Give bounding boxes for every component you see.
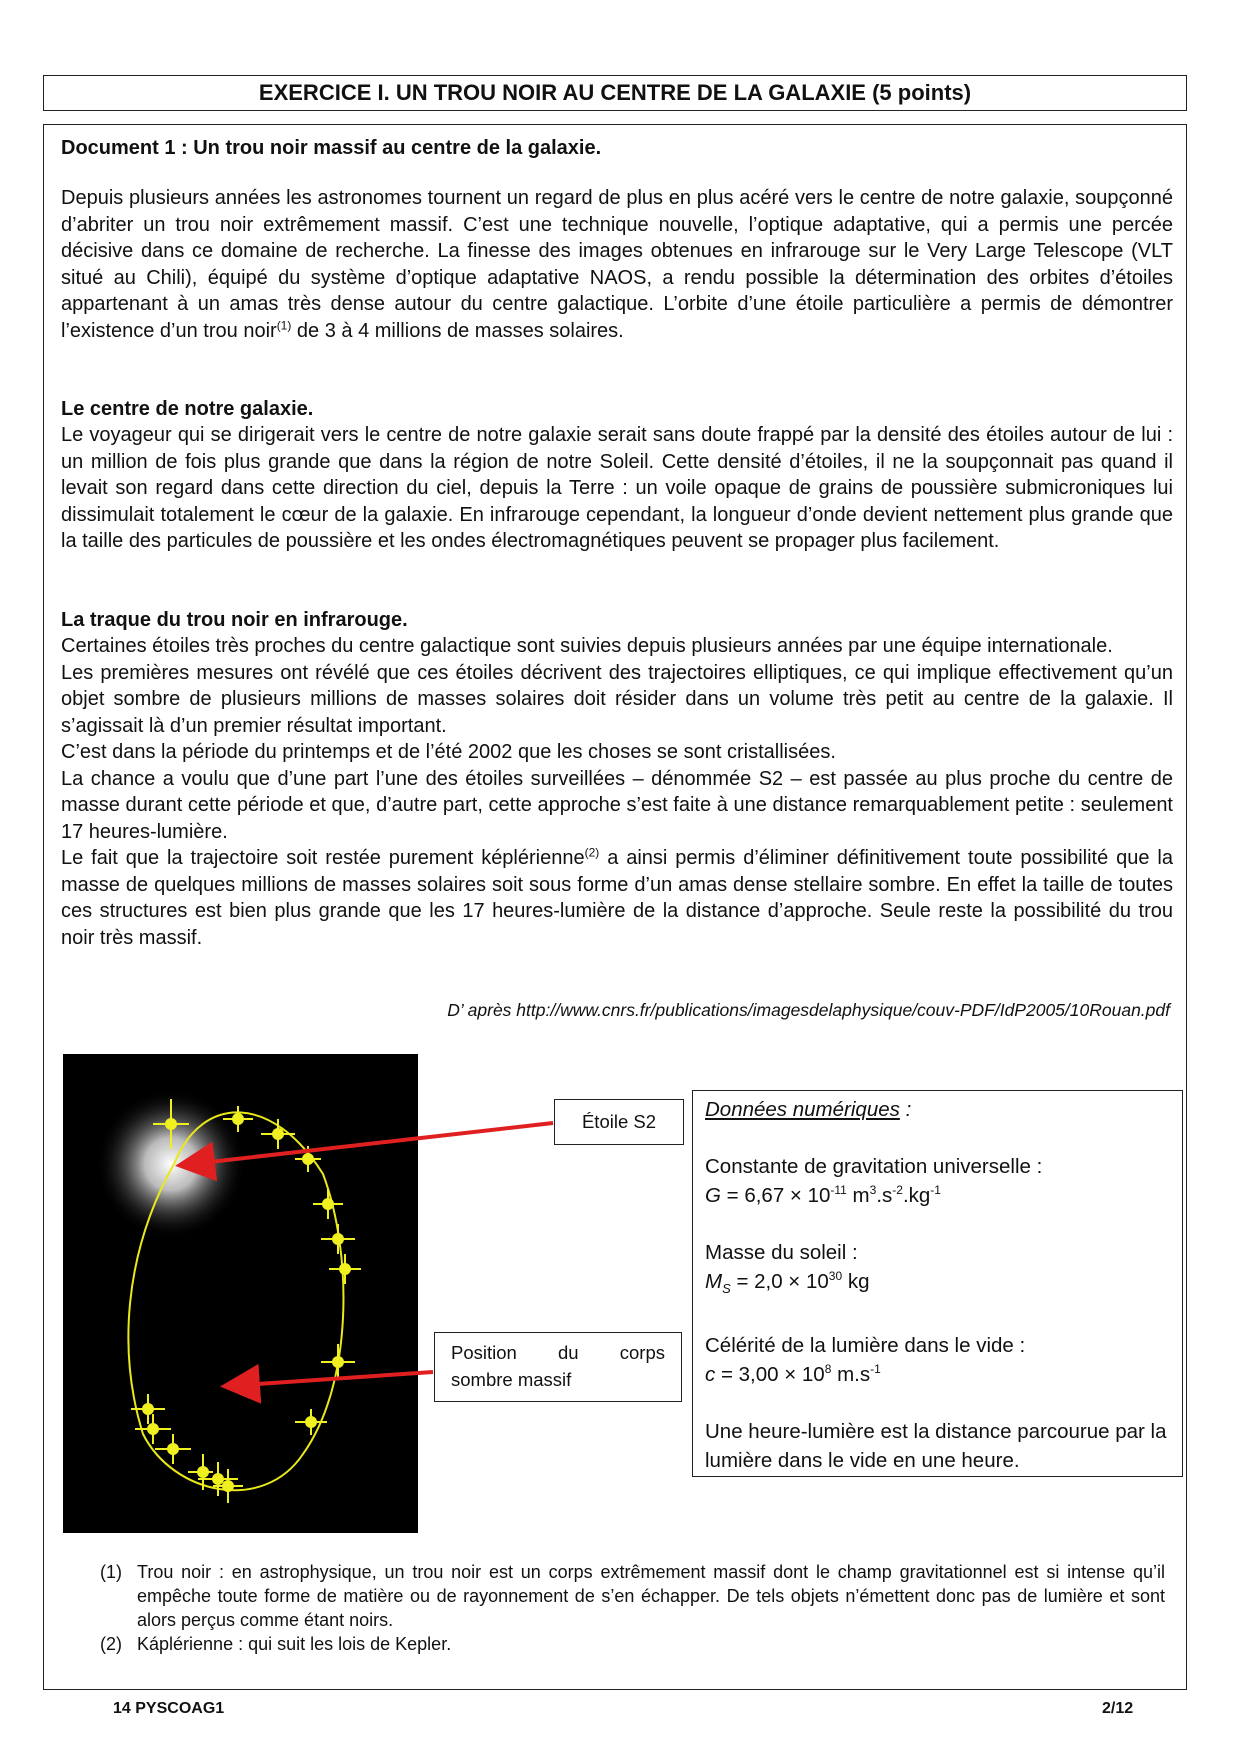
ms-value: $M_S = 2,0 \times 10^{30}$ kg [705, 1269, 870, 1297]
footer-code: 14 PYSCOAG1 [113, 1700, 225, 1717]
section-title-centre: Le centre de notre galaxie. [61, 398, 314, 420]
section-centre-text: Le voyageur qui se dirigerait vers le centre de notre galaxie serait sans doute frappé par la densité des étoiles autour de lui : un million de fois plus grande que dans la région de notre Soleil. Cette densité d’étoiles, il ne la soupçonnait pas quand il levait son regard dans cette direction du ciel, depuis la Terre : un voile opaque de grains de poussière submicroniques lui dissimulait totalement le cœur de la galaxie. En infrarouge cependant, la longueur d’onde devient nettement plus grande que la taille des particules de poussière et les ondes électromagnétiques peuvent se propager plus facilement. [61, 424, 1173, 552]
traque-para-5-end: a ainsi permis d’éliminer définitivement toute possibilité que la masse de quelques millions de masses solaires soit sous forme d’un amas dense stellaire sombre. En effet la taille de toutes ces structures est bien plus grande que les 17 heures-lumière de la distance d’approche. Seule reste la possibilité du trou noir très massif. [61, 847, 1173, 949]
light-hour-definition: Une heure-lumière est la distance parcourue par la lumière dans le vide en une heure. [705, 1420, 1167, 1473]
document-title: Document 1 : Un trou noir massif au centre de la galaxie. [61, 137, 602, 159]
arrow-to-star [183, 1123, 553, 1165]
intro-text: Depuis plusieurs années les astronomes tournent un regard de plus en plus acéré vers le centre de notre galaxie, soupçonné d’abriter un trou noir extrêmement massif. C’est une technique nouvelle, l’optique adaptative, qui a permis une percée décisive dans ce domaine de recherche. La finesse des images obtenues en infrarouge sur le Very Large Telescope (VLT situé au Chili), équipé du système d’optique adaptative NAOS, a rendu possible la détermination des orbites d’étoiles appartenant à un amas très dense autour du centre galactique. L’orbite d’une étoile particulière a permis de démontrer l’existence d’un trou noir [61, 187, 1173, 342]
numeric-data-box [692, 1090, 1183, 1477]
arrow-to-mass [228, 1372, 433, 1386]
ms-label: Masse du soleil : [705, 1241, 858, 1264]
traque-para-1: Certaines étoiles très proches du centre galactique sont suivies depuis plusieurs années par une équipe internationale. [61, 635, 1113, 657]
c-value: $c = 3,00 \times 10^8$ $m.s^{-1}$ [705, 1362, 881, 1387]
dark-mass-label-line2: sombre massif [451, 1369, 572, 1390]
c-label: Célérité de la lumière dans le vide : [705, 1334, 1026, 1358]
footnote-ref-1: (1) [276, 317, 292, 332]
g-value: $G = 6,67 \times 10^{-11}$ $m^3.s^{-2}.kg^{-1}$ [705, 1183, 941, 1207]
traque-para-4: La chance a voulu que d’une part l’une des étoiles surveillées – dénommée S2 – est passée au plus proche du centre de masse durant cette période et que, d’autre part, cette approche s’est faite à une distance remarquablement petite : seulement 17 heures-lumière. [61, 767, 1173, 843]
star-s2-label: Étoile S2 [554, 1099, 684, 1145]
footnote-2: (2) Káplérienne : qui suit les lois de Kepler. [100, 1634, 452, 1654]
traque-para-3: C’est dans la période du printemps et de l’été 2002 que les choses se sont cristallisées. [61, 741, 836, 763]
data-title: Données numériques : [705, 1098, 912, 1121]
footnotes [100, 1560, 1165, 1656]
traque-para-5-start: Le fait que la trajectoire soit restée purement képlérienne [61, 847, 585, 869]
dark-mass-label-line1: Position du corps [451, 1342, 665, 1363]
exercise-title: EXERCICE I. UN TROU NOIR AU CENTRE DE LA GALAXIE (5 points) [258, 80, 972, 105]
dark-mass-label [434, 1332, 682, 1402]
intro-text-end: de 3 à 4 millions de masses solaires. [291, 319, 624, 342]
g-label: Constante de gravitation universelle : [705, 1155, 1043, 1178]
section-title-traque: La traque du trou noir en infrarouge. [61, 609, 408, 631]
source-citation: D’ après http://www.cnrs.fr/publications/imagesdelaphysique/couv-PDF/IdP2005/10Rouan.pdf [447, 1000, 1170, 1020]
footnote-ref-2: (2) [584, 845, 600, 860]
footnote-1: (1) Trou noir : en astrophysique, un trou noir est un corps extrêmement massif dont le champ gravitationnel est si intense qu’il empêche toute forme de matière ou de rayonnement de s’en échapper. De tels objets n’émettent donc pas de lumière et sont alors perçus comme étant noirs. [100, 1562, 1165, 1630]
traque-para-2: Les premières mesures ont révélé que ces étoiles décrivent des trajectoires elliptiques, ce qui implique effectivement qu’un objet sombre de plusieurs millions de masses solaires doit résider dans un volume très petit au centre de la galaxie. Il s’agissait là d’un premier résultat important. [61, 661, 1173, 737]
footer-page-number: 2/12 [1102, 1700, 1134, 1717]
